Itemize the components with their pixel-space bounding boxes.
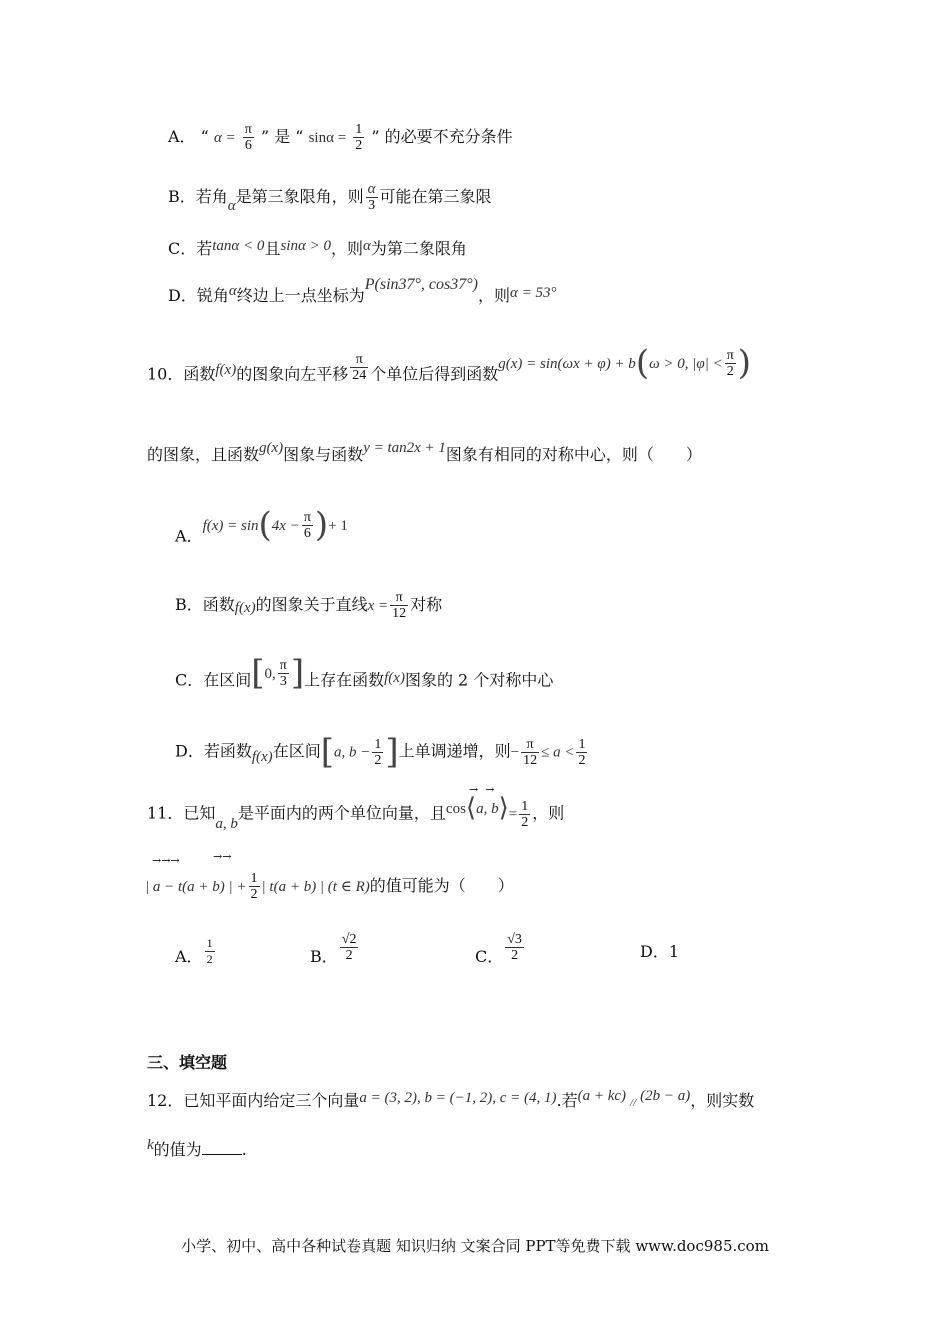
fraction xyxy=(350,352,368,383)
q10-option-d xyxy=(175,732,589,772)
numerator: π xyxy=(303,509,311,525)
math: α xyxy=(227,198,236,214)
fraction xyxy=(372,737,383,768)
text: 若 xyxy=(196,239,213,258)
math: f(x) xyxy=(234,600,256,616)
text: ，则 xyxy=(532,803,565,823)
q11-stem-line2 xyxy=(145,871,514,902)
math: g(x) xyxy=(259,440,284,456)
text: 可能在第三象限 xyxy=(379,187,492,206)
option-label: A． xyxy=(175,947,203,966)
math: f(x) xyxy=(384,669,405,686)
q10-stem-line2 xyxy=(147,440,702,466)
math: (2b − a) xyxy=(640,1088,691,1104)
option-label: B． xyxy=(168,187,196,206)
denominator: 6 xyxy=(244,138,252,153)
text: 在区间 xyxy=(272,741,321,761)
option-label: A． xyxy=(175,526,203,546)
math: // xyxy=(630,1097,637,1109)
numerator: π xyxy=(521,737,539,753)
math: P(sin37°, cos37°) xyxy=(364,276,478,293)
numerator: √3 xyxy=(507,932,522,947)
option-label: B． xyxy=(175,595,203,614)
q10-option-c xyxy=(175,653,554,698)
angle-right: ⟩ xyxy=(498,793,509,823)
text: 已知 xyxy=(183,803,216,823)
denominator: 2 xyxy=(521,814,529,830)
math: ω > 0, |φ| < xyxy=(649,355,723,372)
text: 的图象，且函数 xyxy=(147,445,260,464)
text: 为第二象限角 xyxy=(370,239,467,258)
math: cos xyxy=(445,800,466,817)
denominator: 3 xyxy=(279,673,287,689)
option-label: C． xyxy=(175,670,204,690)
option-label: C． xyxy=(475,947,504,966)
q10-option-a xyxy=(175,505,348,554)
text: 对称 xyxy=(410,595,443,614)
text: 在区间 xyxy=(203,670,252,690)
fraction xyxy=(243,122,254,153)
q9-option-a xyxy=(168,122,513,153)
denominator: 12 xyxy=(392,606,407,621)
denominator: 12 xyxy=(523,752,538,768)
math: | a − t(a + b) | + xyxy=(145,879,247,895)
question-number: 11． xyxy=(147,803,184,823)
text: 已知平面内给定三个向量 xyxy=(183,1091,360,1110)
fraction xyxy=(353,122,364,153)
math: + 1 xyxy=(328,517,348,534)
denominator: 2 xyxy=(206,952,213,966)
math: α = xyxy=(213,130,236,146)
denominator: 2 xyxy=(355,138,363,153)
numerator: π xyxy=(279,657,287,673)
paren-left: ( xyxy=(258,505,272,545)
denominator: 2 xyxy=(345,948,353,963)
numerator: π xyxy=(244,122,252,137)
text: 函数 xyxy=(183,364,216,384)
denominator: 2 xyxy=(250,887,258,902)
text: 终边上一点坐标为 xyxy=(236,286,365,305)
numerator: 1 xyxy=(250,871,258,886)
section-heading: 三、填空题 xyxy=(147,1053,228,1072)
bracket-left: [ xyxy=(251,653,265,693)
text: ” 是 “ xyxy=(260,127,304,146)
numerator: 1 xyxy=(578,736,586,752)
text: 的值为 xyxy=(153,1140,202,1159)
math: a = (3, 2), b = (−1, 2), c = (4, 1) xyxy=(359,1090,557,1106)
text: .若 xyxy=(556,1091,578,1110)
page-footer: 小学、初中、高中各种试卷真题 知识归纳 文案合同 PPT等免费下载 www.doc985.com xyxy=(181,1237,769,1255)
numerator: √2 xyxy=(341,932,357,947)
math: x = xyxy=(367,598,389,614)
q11-option-a xyxy=(175,936,217,973)
math: = xyxy=(508,806,518,823)
math: g(x) = sin(ωx + φ) + b xyxy=(498,355,636,372)
text: ，则 xyxy=(330,239,363,258)
denominator: 24 xyxy=(352,367,367,383)
q9-option-b xyxy=(168,182,492,213)
math: a, b − xyxy=(333,744,371,761)
text: 函数 xyxy=(202,595,235,614)
text: 上单调递增，则 xyxy=(398,741,511,761)
option-label: D． xyxy=(168,286,197,305)
option-label: B． xyxy=(310,947,338,966)
math: α xyxy=(228,283,237,299)
text: ” 的必要不充分条件 xyxy=(371,127,513,146)
text: 锐角 xyxy=(196,286,229,305)
math: a, b xyxy=(476,800,499,817)
math: | t(a + b) | (t ∈ R) xyxy=(261,879,370,895)
text: 是第三象限角，则 xyxy=(235,187,364,206)
q10-option-b xyxy=(175,590,442,621)
bracket-right: ] xyxy=(385,732,399,772)
paren-right: ) xyxy=(314,505,329,545)
math: sinα > 0 xyxy=(280,238,331,254)
fraction xyxy=(576,737,587,768)
q12-stem-line2 xyxy=(147,1137,247,1161)
denominator: 2 xyxy=(578,752,586,768)
fraction xyxy=(505,932,524,963)
text: ，则 xyxy=(477,286,510,305)
answer-blank[interactable] xyxy=(202,1140,242,1155)
math: 0, xyxy=(264,665,276,682)
fraction xyxy=(366,182,378,213)
text: 若函数 xyxy=(203,741,252,761)
numerator: 1 xyxy=(206,936,213,950)
math: sinα = xyxy=(308,130,347,146)
math: f(x) xyxy=(215,361,237,378)
fraction xyxy=(278,658,289,689)
denominator: 2 xyxy=(374,752,382,768)
fraction xyxy=(519,799,530,830)
bracket-right: ] xyxy=(290,653,305,693)
text: 的值可能为（ ） xyxy=(369,876,514,895)
text: 图象与函数 xyxy=(283,445,364,464)
math: ≤ a < xyxy=(541,744,575,761)
fraction xyxy=(725,348,736,379)
math: α = 53° xyxy=(510,285,557,301)
angle-left: ⟨ xyxy=(465,793,477,823)
math: a, b xyxy=(215,815,238,832)
text: . xyxy=(241,1140,247,1159)
q11-option-c xyxy=(475,932,526,973)
math: f(x) = sin xyxy=(202,517,259,534)
numerator: π xyxy=(350,352,368,368)
text: 图象有相同的对称中心，则（ ） xyxy=(445,445,702,464)
fraction xyxy=(205,936,215,967)
vector-arrow: →→→ xyxy=(152,854,180,867)
fraction xyxy=(302,510,313,541)
text: 图象的 2 个对称中心 xyxy=(404,670,554,690)
text: ，则实数 xyxy=(690,1091,755,1110)
vector-arrow: →→ xyxy=(213,850,232,863)
q12-stem-line1 xyxy=(147,1088,755,1113)
math: − xyxy=(510,744,520,761)
text: 上存在函数 xyxy=(304,670,385,690)
paren-left: ( xyxy=(635,343,650,383)
q11-option-d xyxy=(640,942,679,962)
option-label: A． xyxy=(168,127,196,146)
text: 个单位后得到函数 xyxy=(370,364,499,384)
denominator: 6 xyxy=(303,525,311,541)
paren-right: ) xyxy=(737,343,752,383)
text: 的图象向左平移 xyxy=(236,364,349,384)
math: y = tan2x + 1 xyxy=(363,440,446,456)
numerator: 1 xyxy=(521,798,529,814)
fraction xyxy=(249,871,260,902)
numerator: α xyxy=(367,181,376,197)
fraction xyxy=(340,932,359,963)
q10-stem-line1 xyxy=(147,343,752,392)
option-value: 1 xyxy=(668,942,680,961)
denominator: 2 xyxy=(511,948,519,963)
q9-option-c xyxy=(168,239,467,260)
numerator: π xyxy=(726,347,734,363)
text: “ xyxy=(200,127,209,146)
numerator: π xyxy=(390,590,408,606)
bracket-left: [ xyxy=(320,732,334,772)
math: (a + kc) xyxy=(577,1088,627,1104)
text: 的图象关于直线 xyxy=(255,595,368,614)
text: 若角 xyxy=(195,187,228,206)
option-label: D． xyxy=(640,942,669,961)
fraction xyxy=(521,737,539,768)
q9-option-d xyxy=(168,276,557,307)
math: α xyxy=(362,238,371,254)
vector-arrow: → → xyxy=(469,783,495,796)
text: 是平面内的两个单位向量，且 xyxy=(237,803,446,823)
numerator: 1 xyxy=(355,122,363,137)
math: k xyxy=(147,1137,154,1153)
numerator: 1 xyxy=(374,736,382,752)
denominator: 2 xyxy=(726,363,734,379)
question-number: 12． xyxy=(147,1091,184,1110)
q11-stem-line1 xyxy=(147,793,565,832)
option-label: D． xyxy=(175,741,204,761)
math: tanα < 0 xyxy=(212,238,265,254)
question-number: 10． xyxy=(147,364,184,384)
math: f(x) xyxy=(251,748,273,765)
q11-option-b xyxy=(310,932,360,973)
text: 且 xyxy=(264,239,281,258)
fraction xyxy=(390,590,408,621)
option-label: C． xyxy=(168,239,197,258)
denominator: 3 xyxy=(368,198,376,213)
math: 4x − xyxy=(271,517,300,534)
